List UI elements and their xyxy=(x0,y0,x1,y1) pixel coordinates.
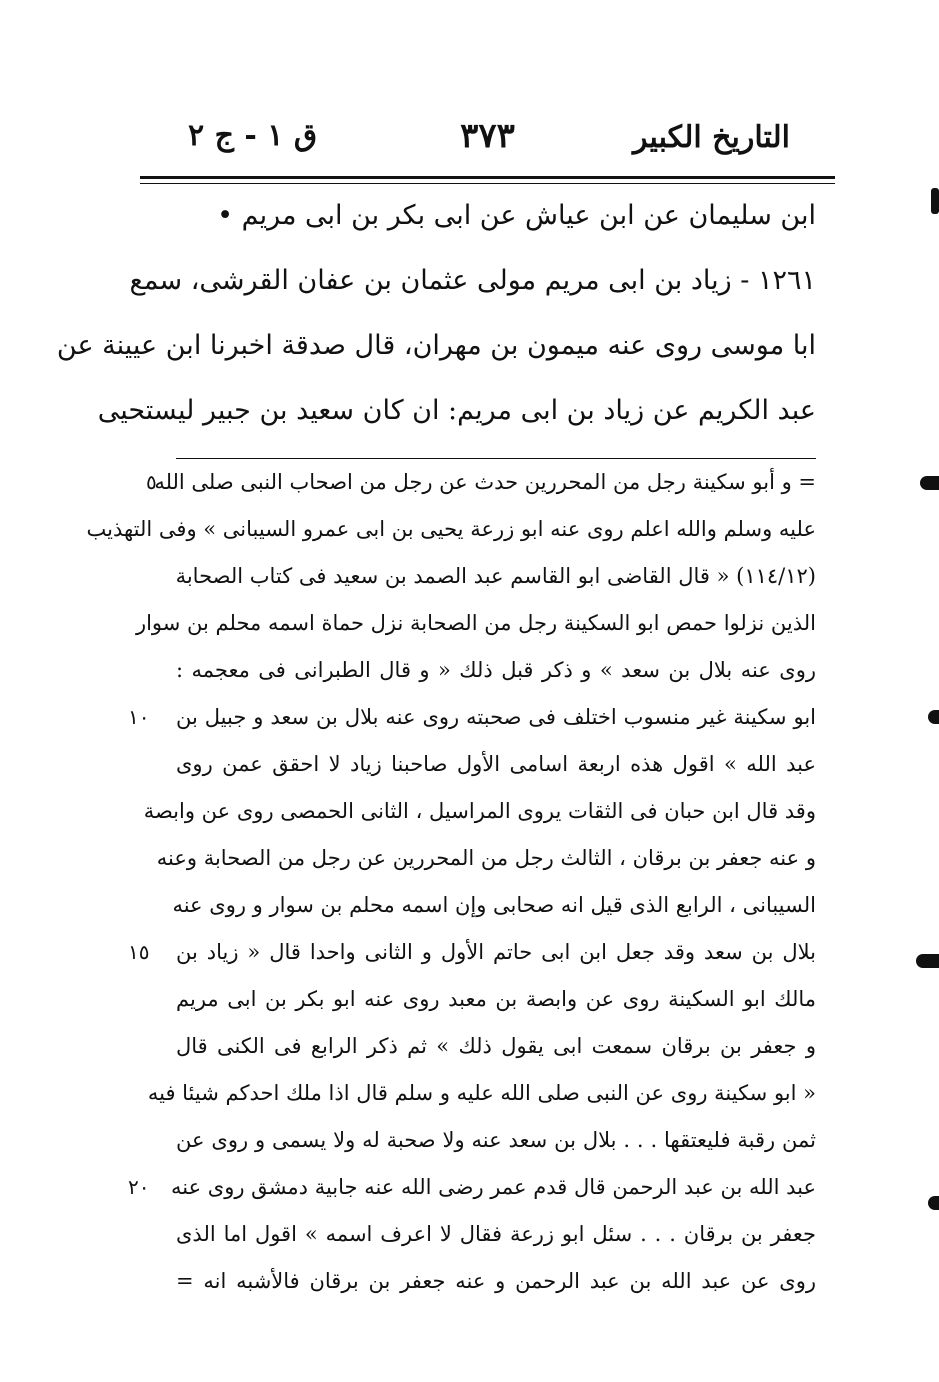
footnote-line: ثمن رقبة فليعتقها . . . بلال بن سعد عنه ولا صحبة له ولا يسمى و روى عن xyxy=(176,1128,817,1152)
footnote-line: الذين نزلوا حمص ابو السكينة رجل من الصحابة نزل حماة اسمه محلم بن سوار xyxy=(135,611,816,635)
footnote-line: مالك ابو السكينة روى عن وابصة بن معبد روى عنه ابو بكر بن ابى مريم xyxy=(176,987,816,1011)
page-header xyxy=(140,112,835,162)
footnote-line: ابو سكينة غير منسوب اختلف فى صحبته روى عنه بلال بن سعد و جبيل بن xyxy=(176,705,816,729)
footnote-line: بلال بن سعد وقد جعل ابن ابى حاتم الأول و الثانى واحدا قال « زياد بن xyxy=(176,940,816,964)
footnote-line: (١١٤/١٢) « قال القاضى ابو القاسم عبد الصمد بن سعيد فى كتاب الصحابة xyxy=(175,564,816,588)
footnote-line: = و أبو سكينة رجل من المحررين حدث عن رجل من اصحاب النبى صلى الله xyxy=(154,470,816,494)
scan-edge-mark xyxy=(928,710,939,724)
footnote-line: « ابو سكينة روى عن النبى صلى الله عليه و سلم قال اذا ملك احدكم شيئا فيه xyxy=(147,1081,816,1105)
footnote-line: جعفر بن برقان . . . سئل ابو زرعة فقال لا اعرف اسمه » اقول اما الذى xyxy=(176,1222,816,1246)
footnote-line: و عنه جعفر بن برقان ، الثالث رجل من المحررين عن رجل من الصحابة وعنه xyxy=(156,846,816,870)
body-line-2: ١٢٦١ - زياد بن ابى مريم مولى عثمان بن عفان القرشى، سمع xyxy=(129,265,816,296)
scan-edge-mark xyxy=(916,954,939,968)
footnote-separator xyxy=(176,458,816,459)
footnote-line: عليه وسلم والله اعلم روى عنه ابو زرعة يحيى بن ابى عمرو السيبانى » وفى التهذيب xyxy=(86,517,816,541)
line-number-10: ١٠ xyxy=(128,705,150,729)
header-rule-thick xyxy=(140,176,835,179)
footnote-line: السيبانى ، الرابع الذى قيل انه صحابى وإن اسمه محلم بن سوار و روى عنه xyxy=(172,893,816,917)
header-rule-thin xyxy=(140,183,835,184)
footnote-line: روى عن عبد الله بن عبد الرحمن و عنه جعفر بن برقان فالأشبه انه = xyxy=(176,1269,816,1293)
part-volume-label: ق ١ - ج ٢ xyxy=(188,118,318,153)
scan-edge-mark xyxy=(931,188,939,214)
scan-edge-mark xyxy=(920,476,939,490)
footnote-line: عبد الله » اقول هذه اربعة اسامى الأول صاحبنا زياد لا احقق عمن روى xyxy=(176,752,816,776)
footnote-line: و جعفر بن برقان سمعت ابى يقول ذلك » ثم ذكر الرابع فى الكنى قال xyxy=(176,1034,816,1058)
footnote-line: وقد قال ابن حبان فى الثقات يروى المراسيل ، الثانى الحمصى روى عن وابصة xyxy=(143,799,816,823)
body-line-4: عبد الكريم عن زياد بن ابى مريم: ان كان سعيد بن جبير ليستحيى xyxy=(97,395,816,426)
body-line-3: ابا موسى روى عنه ميمون بن مهران، قال صدقة اخبرنا ابن عيينة عن xyxy=(56,330,816,361)
page-number: ٣٧٣ xyxy=(460,116,515,156)
footnote-line: روى عنه بلال بن سعد » و ذكر قبل ذلك « و قال الطبرانى فى معجمه : xyxy=(176,658,816,682)
running-title: التاريخ الكبير xyxy=(632,120,790,155)
scan-edge-mark xyxy=(928,1196,939,1210)
line-number-20: ٢٠ xyxy=(128,1175,150,1199)
line-number-15: ١٥ xyxy=(128,940,150,964)
footnote-line: عبد الله بن عبد الرحمن قال قدم عمر رضى الله عنه جابية دمشق روى عنه xyxy=(170,1175,816,1199)
body-line-1: ابن سليمان عن ابن عياش عن ابى بكر بن ابى مريم • xyxy=(217,200,816,231)
line-number-5: ٥ xyxy=(146,470,157,494)
